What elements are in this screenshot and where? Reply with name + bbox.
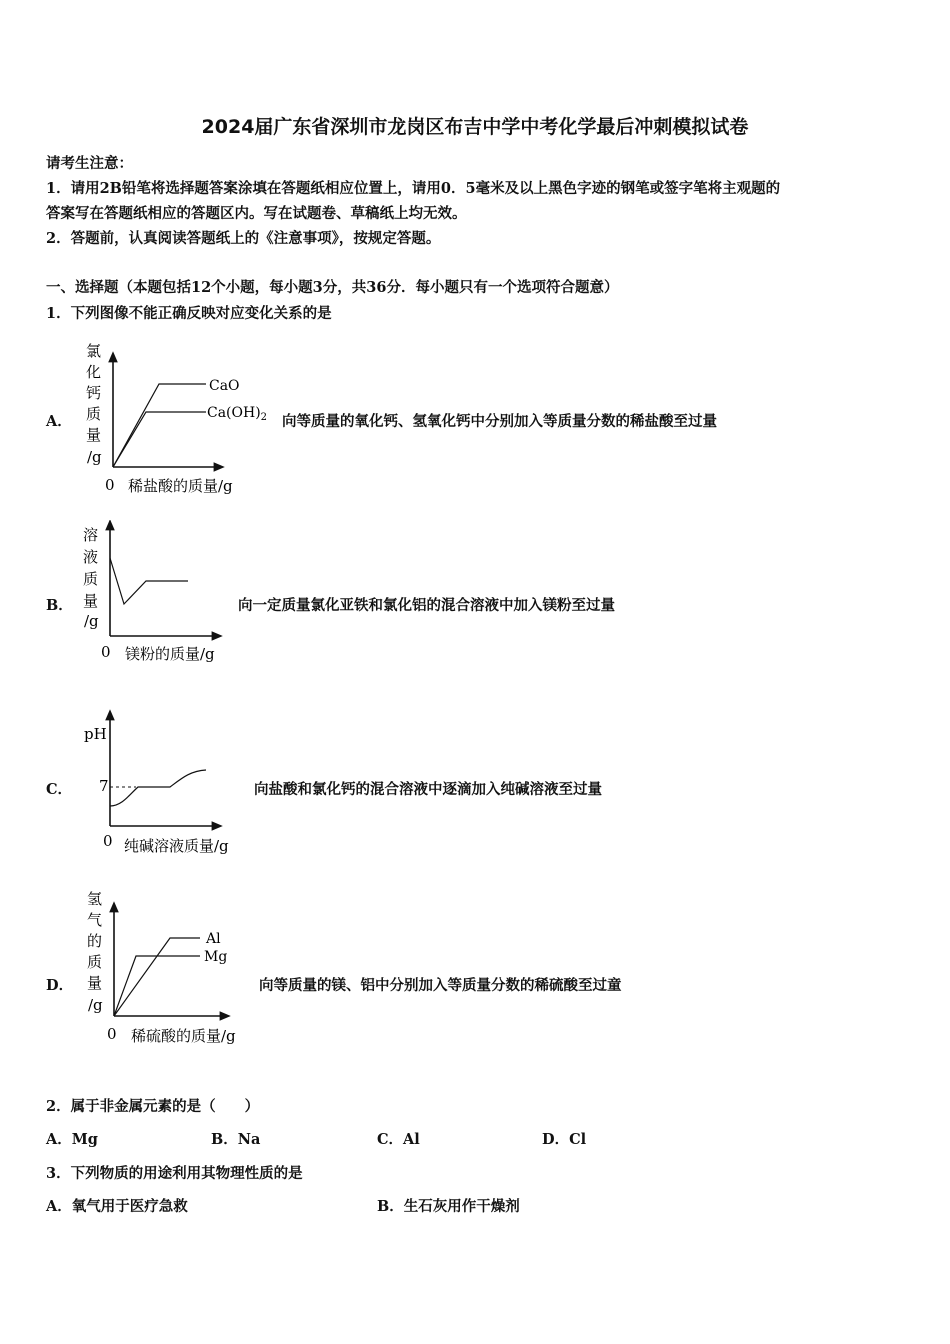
q3-option-b: B．生石灰用作干燥剂 <box>377 1198 520 1215</box>
page-title: 2024届广东省深圳市龙岗区布吉中学中考化学最后冲刺模拟试卷 <box>201 116 749 138</box>
chart-a-origin: 0 <box>105 476 115 494</box>
q2-option-b: B．Na <box>211 1131 261 1148</box>
chart-c-ylabel: pH <box>84 725 107 743</box>
option-a-label: A． <box>46 413 72 430</box>
chart-d-ylabel-6: /g <box>88 996 103 1014</box>
option-b-label: B． <box>46 597 73 614</box>
chart-a-curve-cao <box>113 384 206 467</box>
chart-a-ylabel-1: 氯 <box>86 342 102 360</box>
chart-a-xlabel: 稀盐酸的质量/g <box>128 477 233 495</box>
chart-b-xlabel: 镁粉的质量/g <box>125 645 215 663</box>
question-2-stem: 2．属于非金属元素的是（ ） <box>46 1098 260 1115</box>
chart-b-ylabel-1: 溶 <box>83 526 99 544</box>
chart-d-ylabel-4: 质 <box>87 953 103 971</box>
notice-heading: 请考生注意： <box>46 155 133 172</box>
option-c-label: C． <box>46 781 73 798</box>
chart-a-curve-caoh2 <box>113 412 206 467</box>
chart-a-ylabel-4: 质 <box>86 405 102 423</box>
q3-option-a: A．氧气用于医疗急救 <box>46 1198 188 1215</box>
chart-a-ylabel-5: 量 <box>86 426 102 444</box>
chart-a-ylabel-6: /g <box>87 448 102 466</box>
chart-a-ylabel-2: 化 <box>86 363 102 381</box>
chart-b-ylabel-5: /g <box>84 612 99 630</box>
option-d-label: D． <box>46 977 74 994</box>
q2-option-a: A．Mg <box>46 1131 98 1148</box>
chart-d-ylabel-3: 的 <box>87 932 103 950</box>
option-b-text: 向一定质量氯化亚铁和氯化铝的混合溶液中加入镁粉至过量 <box>238 597 615 614</box>
chart-c-xlabel: 纯碱溶液质量/g <box>124 837 229 855</box>
chart-b <box>78 520 248 670</box>
notice-item1-line2: 答案写在答题纸相应的答题区内。写在试题卷、草稿纸上均无效。 <box>46 205 467 222</box>
chart-a-label-caoh2: $Ca(OH)_2$ <box>207 405 268 423</box>
option-a-text: 向等质量的氧化钙、氢氧化钙中分别加入等质量分数的稀盐酸至过量 <box>282 413 717 430</box>
chart-c-origin: 0 <box>103 832 113 850</box>
chart-b-origin: 0 <box>101 643 111 661</box>
option-c-text: 向盐酸和氯化钙的混合溶液中逐滴加入纯碱溶液至过量 <box>254 781 602 798</box>
chart-d-curve-al <box>114 938 200 1016</box>
chart-a <box>78 336 278 506</box>
chart-d-label-al: Al <box>206 931 221 947</box>
chart-a-label-cao: CaO <box>209 378 240 394</box>
chart-d-ylabel-1: 氢 <box>87 890 103 908</box>
chart-c-tick-7: 7 <box>99 777 109 795</box>
notice-item2: 2．答题前，认真阅读答题纸上的《注意事项》，按规定答题。 <box>46 230 441 247</box>
option-d-text: 向等质量的镁、铝中分别加入等质量分数的稀硫酸至过童 <box>259 977 622 994</box>
chart-d-origin: 0 <box>107 1025 117 1043</box>
chart-a-ylabel-3: 钙 <box>86 384 102 402</box>
chart-b-ylabel-3: 质 <box>83 570 99 588</box>
chart-d-ylabel-5: 量 <box>87 974 103 992</box>
chart-d <box>78 886 278 1054</box>
chart-b-ylabel-4: 量 <box>83 592 99 610</box>
chart-c-curve <box>110 770 206 806</box>
chart-d-curve-mg <box>114 956 200 1016</box>
chart-d-xlabel: 稀硫酸的质量/g <box>131 1027 236 1045</box>
chart-c <box>78 708 258 860</box>
question-1-stem: 1．下列图像不能正确反映对应变化关系的是 <box>46 305 332 322</box>
q2-option-d: D．Cl <box>542 1131 587 1148</box>
chart-b-ylabel-2: 液 <box>83 548 99 566</box>
q2-option-c: C．Al <box>377 1131 420 1148</box>
question-3-stem: 3．下列物质的用途利用其物理性质的是 <box>46 1165 303 1182</box>
chart-d-label-mg: Mg <box>204 949 228 965</box>
chart-d-ylabel-2: 气 <box>87 911 103 929</box>
section-heading: 一、选择题（本题包括12个小题，每小题3分，共36分．每小题只有一个选项符合题意） <box>46 279 619 296</box>
notice-item1-line1: 1．请用2B铅笔将选择题答案涂填在答题纸相应位置上，请用0．5毫米及以上黑色字迹的钢笔或签字笔将主观题的 <box>46 180 781 197</box>
chart-b-curve <box>110 558 188 604</box>
